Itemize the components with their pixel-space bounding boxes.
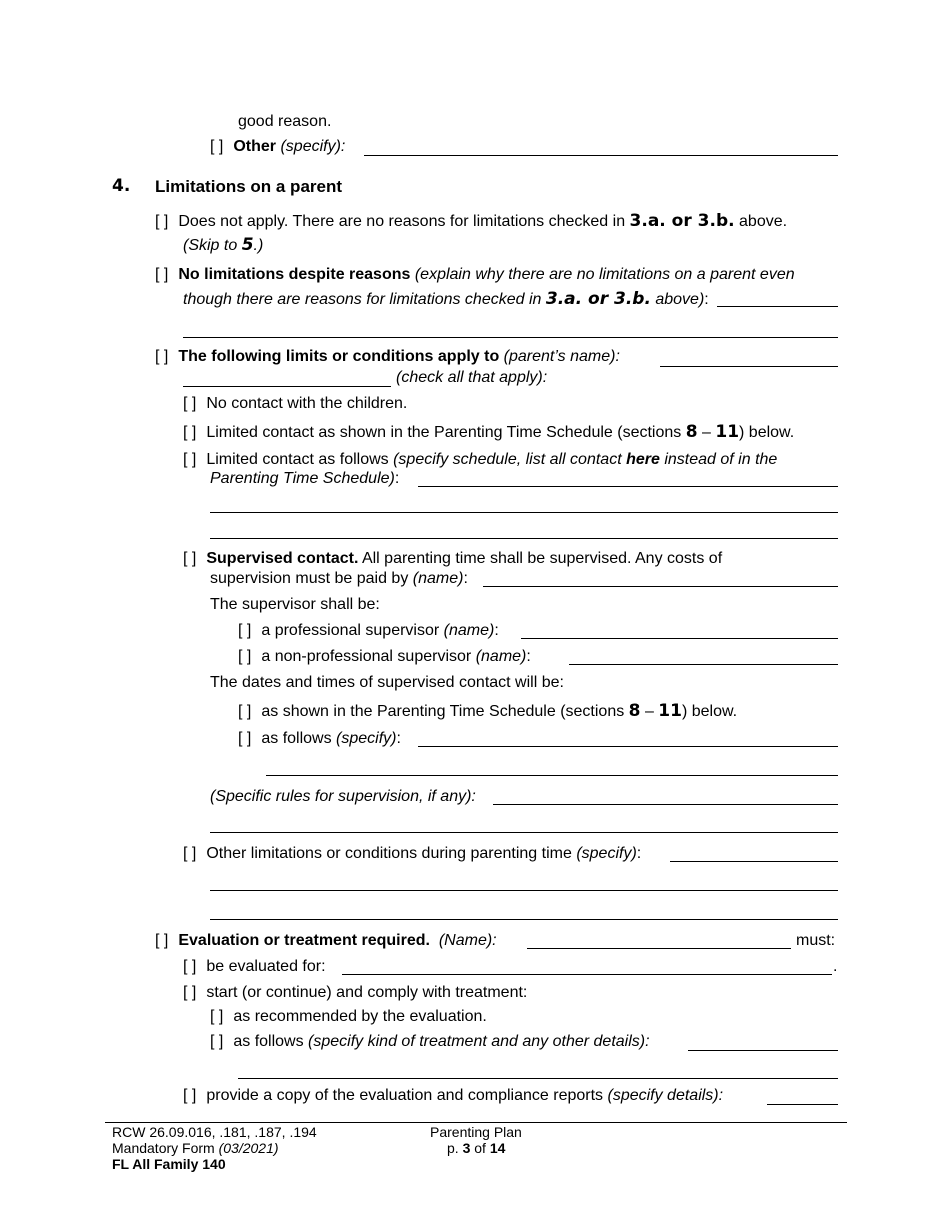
other-specify-line[interactable]	[364, 155, 838, 156]
footer-form-id: FL All Family 140	[112, 1156, 226, 1172]
no-limitations-option: [ ] No limitations despite reasons (explain why there are no limitations on a parent even	[155, 266, 795, 283]
limited-schedule-checkbox[interactable]: [ ]	[183, 424, 197, 441]
other-limitations-checkbox[interactable]: [ ]	[183, 845, 197, 862]
be-evaluated-period: .	[833, 958, 838, 975]
no-limitations-line-2[interactable]	[183, 337, 838, 338]
non-professional-checkbox[interactable]: [ ]	[238, 648, 252, 665]
be-evaluated-checkbox[interactable]: [ ]	[183, 958, 197, 975]
be-evaluated-option: [ ] be evaluated for:	[183, 958, 326, 975]
limited-follows-line2: Parenting Time Schedule):	[210, 470, 400, 487]
no-limitations-line2: though there are reasons for limitations checked in 3.a. or 3.b. above):	[183, 289, 709, 309]
other-limitations-line-2[interactable]	[210, 890, 838, 891]
treatment-as-follows-option: [ ] as follows (specify kind of treatment and any other details):	[210, 1033, 650, 1050]
does-not-apply-option: [ ] Does not apply. There are no reasons for limitations checked in 3.a. or 3.b. above.	[155, 211, 788, 231]
supervision-payer-line[interactable]	[483, 586, 838, 587]
other-checkbox[interactable]: [ ]	[210, 138, 224, 155]
footer-rcw: RCW 26.09.016, .181, .187, .194	[112, 1124, 317, 1140]
dates-times-text: The dates and times of supervised contact will be:	[210, 674, 564, 691]
skip-note: (Skip to 5.)	[183, 235, 264, 255]
non-professional-option: [ ] a non-professional supervisor (name):	[238, 648, 531, 665]
supervised-checkbox[interactable]: [ ]	[183, 550, 197, 567]
professional-option: [ ] a professional supervisor (name):	[238, 622, 499, 639]
as-follows-line-2[interactable]	[266, 775, 838, 776]
professional-checkbox[interactable]: [ ]	[238, 622, 252, 639]
as-shown-checkbox[interactable]: [ ]	[238, 703, 252, 720]
provide-copy-option: [ ] provide a copy of the evaluation and compliance reports (specify details):	[183, 1087, 724, 1104]
start-treatment-checkbox[interactable]: [ ]	[183, 984, 197, 1001]
provide-copy-checkbox[interactable]: [ ]	[183, 1087, 197, 1104]
as-follows-checkbox[interactable]: [ ]	[238, 730, 252, 747]
start-treatment-option: [ ] start (or continue) and comply with treatment:	[183, 984, 528, 1001]
as-follows-option: [ ] as follows (specify):	[238, 730, 401, 747]
section-title: Limitations on a parent	[155, 177, 343, 196]
be-evaluated-line[interactable]	[342, 974, 832, 975]
limited-follows-line-2[interactable]	[210, 512, 838, 513]
specific-rules-line-2[interactable]	[210, 832, 838, 833]
evaluation-option: [ ] Evaluation or treatment required. (Name):	[155, 932, 497, 949]
no-limitations-line-1[interactable]	[717, 306, 838, 307]
parent-name-line-1[interactable]	[660, 366, 838, 367]
supervised-option: [ ] Supervised contact. All parenting time shall be supervised. Any costs of	[183, 550, 723, 567]
other-limitations-line-3[interactable]	[210, 919, 838, 920]
as-shown-option: [ ] as shown in the Parenting Time Schedule (sections 8 – 11) below.	[238, 701, 738, 721]
footer-rule	[105, 1122, 847, 1123]
as-follows-line-1[interactable]	[418, 746, 838, 747]
supervised-line2: supervision must be paid by (name):	[210, 570, 468, 587]
evaluation-checkbox[interactable]: [ ]	[155, 932, 169, 949]
section-number: 4.	[112, 176, 131, 196]
footer-mandatory: Mandatory Form (03/2021)	[112, 1140, 279, 1156]
must-text: must:	[796, 932, 836, 949]
non-professional-name-line[interactable]	[569, 664, 838, 665]
following-limits-checkbox[interactable]: [ ]	[155, 348, 169, 365]
parent-name-line-2[interactable]	[183, 386, 391, 387]
supervisor-shall-text: The supervisor shall be:	[210, 596, 380, 613]
as-recommended-checkbox[interactable]: [ ]	[210, 1008, 224, 1025]
as-recommended-option: [ ] as recommended by the evaluation.	[210, 1008, 487, 1025]
provide-copy-line[interactable]	[767, 1104, 838, 1105]
evaluation-name-line[interactable]	[527, 948, 791, 949]
other-limitations-line-1[interactable]	[670, 861, 838, 862]
specific-rules-line-1[interactable]	[493, 804, 838, 805]
following-limits-option: [ ] The following limits or conditions apply to (parent’s name):	[155, 348, 620, 365]
good-reason-text: good reason.	[238, 113, 332, 130]
treatment-as-follows-checkbox[interactable]: [ ]	[210, 1033, 224, 1050]
no-contact-checkbox[interactable]: [ ]	[183, 395, 197, 412]
does-not-apply-checkbox[interactable]: [ ]	[155, 213, 169, 230]
footer-title: Parenting Plan	[430, 1124, 522, 1140]
treatment-line-2[interactable]	[238, 1078, 838, 1079]
specific-rules-label: (Specific rules for supervision, if any):	[210, 788, 476, 805]
limited-follows-line-3[interactable]	[210, 538, 838, 539]
no-contact-option: [ ] No contact with the children.	[183, 395, 408, 412]
limited-follows-option: [ ] Limited contact as follows (specify schedule, list all contact here instead of in the	[183, 451, 778, 468]
limited-follows-line-1[interactable]	[418, 486, 838, 487]
check-all-note: (check all that apply):	[396, 369, 548, 386]
limited-follows-checkbox[interactable]: [ ]	[183, 451, 197, 468]
no-limitations-checkbox[interactable]: [ ]	[155, 266, 169, 283]
limited-schedule-option: [ ] Limited contact as shown in the Parenting Time Schedule (sections 8 – 11) below.	[183, 422, 795, 442]
other-option: [ ] Other (specify):	[210, 138, 346, 155]
treatment-line-1[interactable]	[688, 1050, 838, 1051]
footer-page: p. 3 of 14	[447, 1140, 506, 1156]
professional-name-line[interactable]	[521, 638, 838, 639]
other-limitations-option: [ ] Other limitations or conditions during parenting time (specify):	[183, 845, 642, 862]
